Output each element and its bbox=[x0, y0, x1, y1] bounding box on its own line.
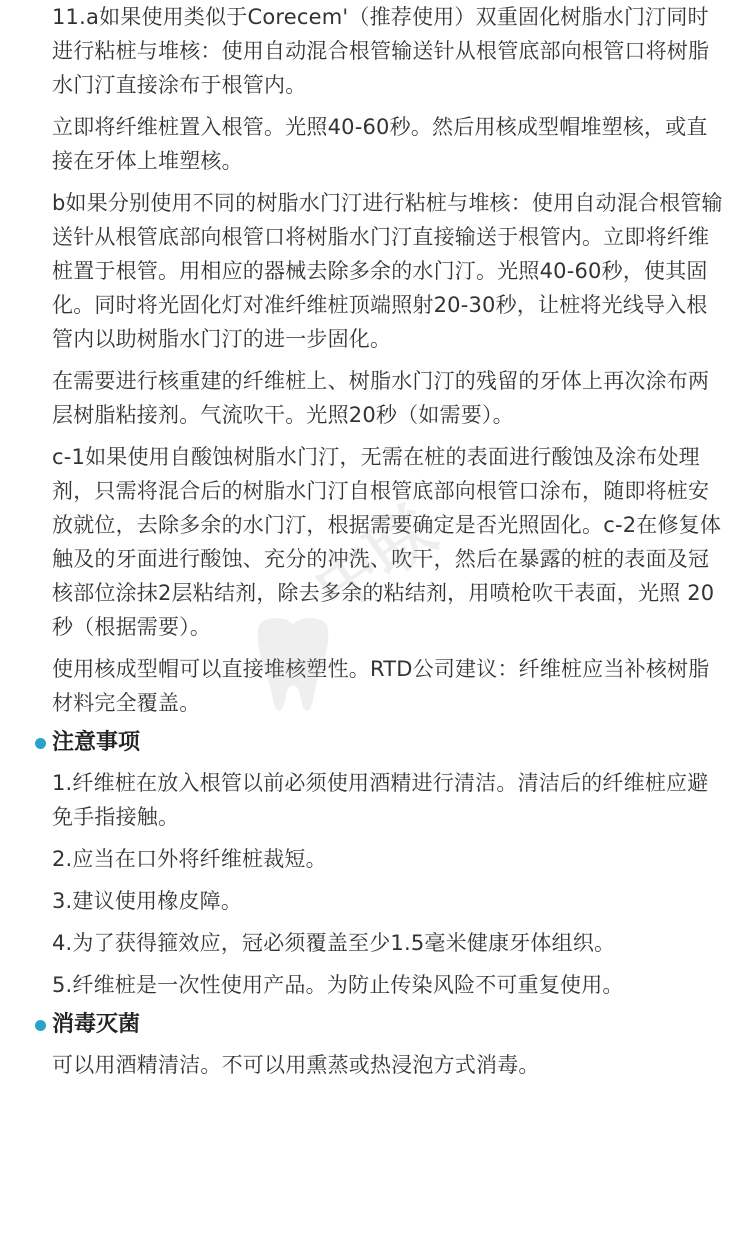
watermark-text: 中联 bbox=[301, 493, 450, 628]
disinfection-text: 可以用酒精清洁。不可以用熏蒸或热浸泡方式消毒。 bbox=[52, 1053, 540, 1077]
bullet-dot-icon bbox=[35, 738, 46, 749]
bullet-dot-icon bbox=[35, 1020, 46, 1031]
note-item: 3.建议使用橡皮障。 bbox=[52, 889, 243, 913]
note-item: 4.为了获得箍效应，冠必须覆盖至少1.5毫米健康牙体组织。 bbox=[52, 931, 616, 955]
paragraph-11b: b如果分别使用不同的树脂水门汀进行粘桩与堆核：使用自动混合根管输送针从根管底部向根管口将树脂水门汀直接输送于根管内。立即将纤维桩置于根管。用相应的器械去除多余的水门汀。光照40-60秒，使其固化。同时将光固化灯对准纤维桩顶端照射20-30秒，让桩将光线导入根管内以助树脂水门汀的进一步固化。 bbox=[52, 191, 723, 351]
notes-heading bbox=[52, 726, 724, 760]
paragraph-core-rebuild: 在需要进行核重建的纤维桩上、树脂水门汀的残留的牙体上再次涂布两层树脂粘接剂。气流吹干。光照20秒（如需要）。 bbox=[52, 369, 710, 427]
paragraph-11a-cont: 立即将纤维桩置入根管。光照40-60秒。然后用核成型帽堆塑核，或直接在牙体上堆塑核。 bbox=[52, 115, 708, 173]
paragraph-rtd-advice: 使用核成型帽可以直接堆核塑性。RTD公司建议：纤维桩应当补核树脂材料完全覆盖。 bbox=[52, 657, 710, 715]
notes-heading-text: 注意事项 bbox=[52, 730, 141, 755]
note-item: 5.纤维桩是一次性使用产品。为防止传染风险不可重复使用。 bbox=[52, 973, 624, 997]
note-item: 1.纤维桩在放入根管以前必须使用酒精进行清洁。清洁后的纤维桩应避免手指接触。 bbox=[52, 771, 709, 829]
disinfection-heading-text: 消毒灭菌 bbox=[52, 1012, 141, 1037]
note-item: 2.应当在口外将纤维桩裁短。 bbox=[52, 847, 327, 871]
disinfection-heading bbox=[52, 1008, 724, 1042]
paragraph-11a: 11.a如果使用类似于Corecem'（推荐使用）双重固化树脂水门汀同时进行粘桩与堆核：使用自动混合根管输送针从根管底部向根管口将树脂水门汀直接涂布于根管内。 bbox=[52, 5, 710, 97]
paragraph-11c: c-1如果使用自酸蚀树脂水门汀，无需在桩的表面进行酸蚀及涂布处理剂，只需将混合后的树脂水门汀自根管底部向根管口涂布，随即将桩安放就位，去除多余的水门汀，根据需要确定是否光照固化。c-2在修复体触及的牙面进行酸蚀、充分的冲洗、吹干，然后在暴露的桩的表面及冠核部位涂抹2层粘结剂，除去多余的粘结剂，用喷枪吹干表面，光照 20秒（根据需要）。 bbox=[52, 445, 722, 639]
document-body bbox=[52, 0, 724, 1082]
